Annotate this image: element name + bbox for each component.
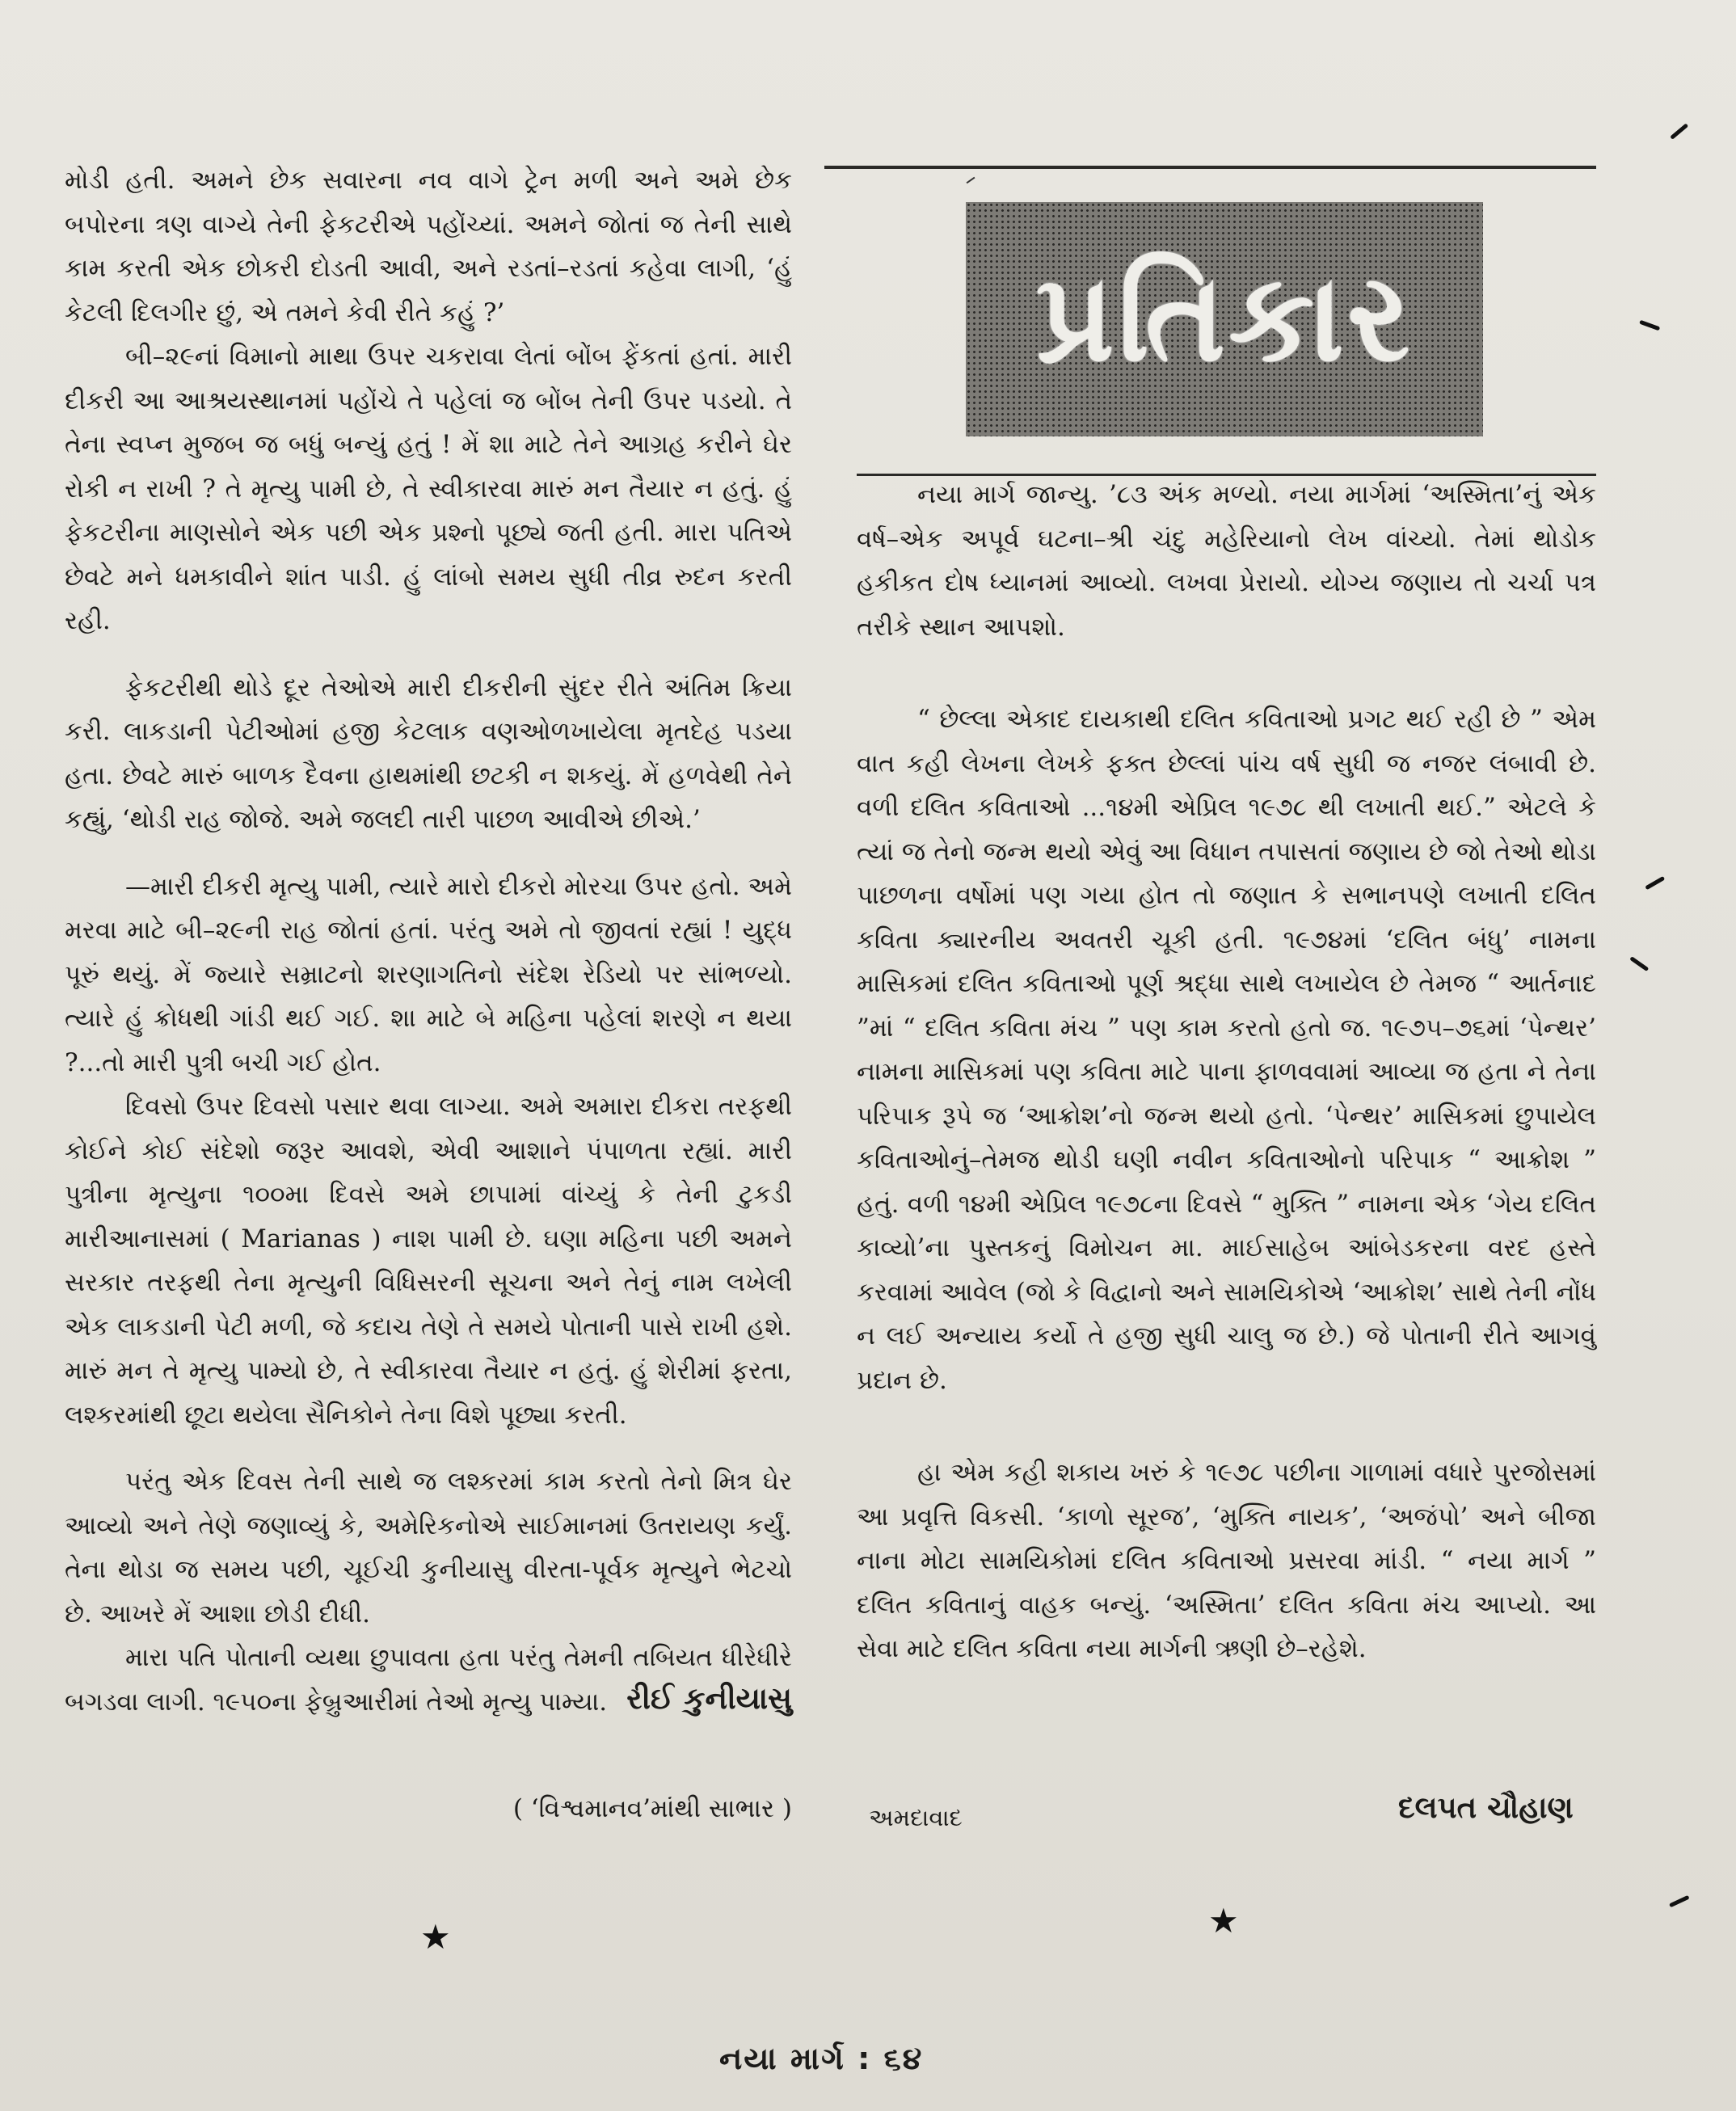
right-author-signature: દલપત ચૌહાણ (1398, 1790, 1574, 1825)
punch-mark-1 (1665, 117, 1695, 147)
left-paragraph-2: બી–૨૯નાં વિમાનો માથા ઉપર ચકરાવા લેતાં બોંબ ફેંકતાં હતાં. મારી દીકરી આ આશ્રયસ્થાનમાં પહોંચે તે પહેલાં જ બોંબ તેની ઉપર પડયો. તે તેના સ્વપ્ન મુજબ જ બધું બન્યું હતું ! મેં શા માટે તેને આગ્રહ કરીને ઘેર રોકી ન રાખી ? તે મૃત્યુ પામી છે, તે સ્વીકારવા મારું મન તૈયાર ન હતું. હું ફેકટરીના માણસોને એક પછી એક પ્રશ્નો પૂછ્યે જતી હતી. મારા પતિએ છેવટે મને ધમકાવીને શાંત પાડી. હું લાંબો સમય સુધી તીવ્ર રુદન કરતી રહી. (65, 342, 792, 635)
left-paragraph-4: —મારી દીકરી મૃત્યુ પામી, ત્યારે મારો દીકરો મોરચા ઉપર હતો. અમે મરવા માટે બી–૨૯ની રાહ જોતાં હતાં. પરંતુ અમે તો જીવતાં રહ્યાં ! યુદ્ધ પૂરું થયું. મેં જ્યારે સમ્રાટનો શરણાગતિનો સંદેશ રેડિયો પર સાંભળ્યો. ત્યારે હું ક્રોધથી ગાંડી થઈ ગઈ. શા માટે બે મહિના પહેલાં શરણે ન થયા ?...તો મારી પુત્રી બચી ગઈ હોત. (65, 871, 792, 1077)
left-paragraph-5: દિવસો ઉપર દિવસો પસાર થવા લાગ્યા. અમે અમારા દીકરા તરફથી કોઈને કોઈ સંદેશો જરૂર આવશે, એવી આશાને પંપાળતા રહ્યાં. મારી પુત્રીના મૃત્યુના ૧૦૦મા દિવસે અમે છાપામાં વાંચ્યું કે તેની ટુકડી મારીઆનાસમાં ( Marianas ) નાશ પામી છે. ઘણા મહિના પછી અમને સરકાર તરફથી તેના મૃત્યુની વિધિસરની સૂચના અને તેનું નામ લખેલી એક લાકડાની પેટી મળી, જે કદાચ તેણે તે સમયે પોતાની પાસે રાખી હશે. મારું મન તે મૃત્યુ પામ્યો છે, તે સ્વીકારવા તૈયાર ન હતું. હું શેરીમાં ફરતા, લશ્કરમાંથી છૂટા થયેલા સૈનિકોને તેના વિશે પૂછ્યા કરતી. (65, 1092, 792, 1430)
section-header-title: પ્રતિકાર (1035, 247, 1414, 389)
punch-mark-4 (1624, 950, 1654, 979)
right-column (857, 473, 1596, 1671)
left-paragraph-1: મોડી હતી. અમને છેક સવારના નવ વાગે ટ્રેન મળી અને અમે છેક બપોરના ત્રણ વાગ્યે તેની ફેકટરીએ પહોંચ્યાં. અમને જોતાં જ તેની સાથે કામ કરતી એક છોકરી દોડતી આવી, અને રડતાં–રડતાં કહેવા લાગી, ‘હું કેટલી દિલગીર છું, એ તમને કેવી રીતે કહું ?’ (65, 166, 792, 327)
left-paragraph-3: ફેકટરીથી થોડે દૂર તેઓએ મારી દીકરીની સુંદર રીતે અંતિમ ક્રિયા કરી. લાકડાની પેટીઓમાં હજી કેટલાક વણઓળખાયેલા મૃતદેહ પડયા હતા. છેવટે મારું બાળક દૈવના હાથમાંથી છટકી ન શકયું. મેં હળવેથી તેને કહ્યું, ‘થોડી રાહ જોજે. અમે જલદી તારી પાછળ આવીએ છીએ.’ (65, 672, 792, 834)
right-paragraph-2: “ છેલ્લા એકાદ દાયકાથી દલિત કવિતાઓ પ્રગટ થઈ રહી છે ” એમ વાત કહી લેખના લેખકે ફક્ત છેલ્લાં પાંચ વર્ષ સુધી જ નજર લંબાવી છે. વળી દલિત કવિતાઓ ...૧૪મી એપ્રિલ ૧૯૭૮ થી લખાતી થઈ.” એટલે કે ત્યાં જ તેનો જન્મ થયો એવું આ વિધાન તપાસતાં જણાય છે જો તેઓ થોડા પાછળના વર્ષોમાં પણ ગયા હોત તો જણાત કે સભાનપણે લખાતી દલિત કવિતા ક્યારનીય અવતરી ચૂકી હતી. ૧૯૭૪માં ‘દલિત બંધુ’ નામના માસિકમાં દલિત કવિતાઓ પૂર્ણ શ્રદ્ધા સાથે લખાયેલ છે તેમજ “ આર્તનાદ ”માં “ દલિત કવિતા મંચ ” પણ કામ કરતો હતો જ. ૧૯૭૫–૭૬માં ‘પેન્થર’ નામના માસિકમાં પણ કવિતા માટે પાના ફાળવવામાં આવ્યા જ હતા ને તેના પરિપાક રૂપે જ ‘આક્રોશ’નો જન્મ થયો હતો. ‘પેન્થર’ માસિકમાં છુપાયેલ કવિતાઓનું–તેમજ થોડી ઘણી નવીન કવિતાઓનો પરિપાક “ આક્રોશ ” હતું. વળી ૧૪મી એપ્રિલ ૧૯૭૮ના દિવસે “ મુક્તિ ” નામના એક ‘ગેય દલિત કાવ્યો’ના પુસ્તકનું વિમોચન મા. માઈસાહેબ આંબેડકરના વરદ હસ્તે કરવામાં આવેલ (જો કે વિદ્વાનો અને સામયિકોએ ‘આક્રોશ’ સાથે તેની નોંધ ન લઈ અન્યાય કર્યો તે હજી સુધી ચાલુ જ છે.) જે પોતાની રીતે આગવું પ્રદાન છે. (857, 705, 1596, 1395)
header-tick-mark (967, 177, 975, 184)
left-paragraph-7: મારા પતિ પોતાની વ્યથા છુપાવતા હતા પરંતુ તેમની તબિયત ધીરેધીરે બગડવા લાગી. ૧૯૫૦ના ફેબ્રુઆરીમાં તેઓ મૃત્યુ પામ્યા. (65, 1643, 792, 1717)
source-credit: ( ‘વિશ્વમાનવ’માંથી સાભાર ) (512, 1794, 792, 1823)
punch-mark-2 (1636, 312, 1662, 339)
left-column (65, 158, 792, 1724)
section-header-box (966, 202, 1483, 436)
star-ornament-left: ★ (420, 1917, 451, 1957)
header-rule-top (824, 166, 1596, 169)
left-author-signature: રીઈ કુનીયાસુ (626, 1681, 792, 1716)
letter-place: અમદાવાદ (869, 1804, 963, 1831)
right-paragraph-3: હા એમ કહી શકાય ખરું કે ૧૯૭૮ પછીના ગાળામાં વધારે પુરજોસમાં આ પ્રવૃત્તિ વિકસી. ‘કાળો સૂરજ’, ‘મુક્તિ નાયક’, ‘અજંપો’ અને બીજા નાના મોટા સામયિકોમાં દલિત કવિતાઓ પ્રસરવા માંડી. “ નયા માર્ગ ” દલિત કવિતાનું વાહક બન્યું. ‘અસ્મિતા’ દલિત કવિતા મંચ આપ્યો. આ સેવા માટે દલિત કવિતા નયા માર્ગની ઋણી છે–રહેશે. (857, 1458, 1596, 1663)
page-footer: નયા માર્ગ : ૬૪ (719, 2041, 924, 2076)
left-paragraph-6: પરંતુ એક દિવસ તેની સાથે જ લશ્કરમાં કામ કરતો તેનો મિત્ર ઘેર આવ્યો અને તેણે જણાવ્યું કે, અમેરિકનોએ સાઈમાનમાં ઉતરાયણ કર્યું. તેના થોડા જ સમય પછી, ચૂઈચી કુનીયાસુ વીરતા-પૂર્વક મૃત્યુને ભેટચો છે. આખરે મેં આશા છોડી દીધી. (65, 1467, 792, 1629)
punch-mark-3 (1641, 869, 1670, 898)
punch-mark-5 (1666, 1888, 1694, 1916)
star-ornament-right: ★ (1208, 1901, 1239, 1940)
right-paragraph-1: નયા માર્ગ જાન્યુ. ’૮૩ અંક મળ્યો. નયા માર્ગમાં ‘અસ્મિતા’નું એક વર્ષ–એક અપૂર્વ ઘટના–શ્રી ચંદુ મહેરિયાનો લેખ વાંચ્યો. તેમાં થોડોક હકીકત દોષ ધ્યાનમાં આવ્યો. લખવા પ્રેરાયો. યોગ્ય જણાય તો ચર્ચા પત્ર તરીકે સ્થાન આપશો. (857, 480, 1596, 642)
